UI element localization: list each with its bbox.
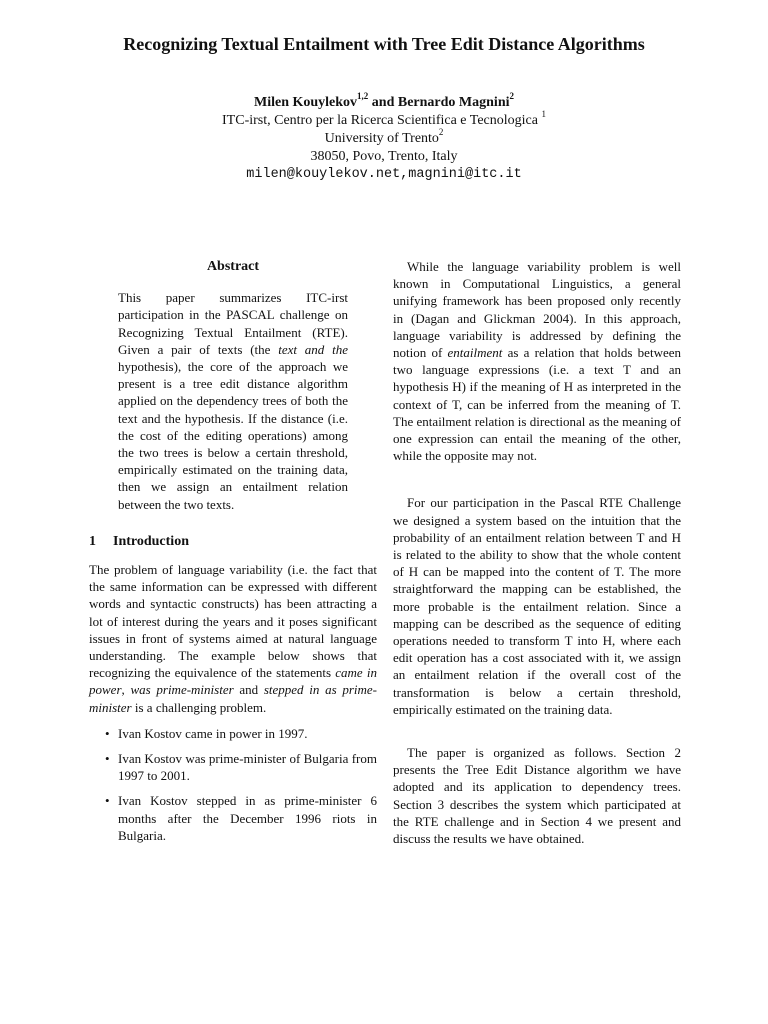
author-1-name: Milen Kouylekov xyxy=(253,95,358,110)
right-paragraph-2: For our participation in the Pascal RTE Challenge we designed a system based on the intuition that the probability of an entailment relation between T and H is related to the ability to show that the whole content of H can be mapped into the content of T. The more straightforward the mapping can be established, the more probable is the entailment relation. Since a mapping can be described as the sequence of editing operations needed to transform T into H, where each edit operation has a cost associated with it, we assign an entailment relation if the overall cost of the transformation is below a certain threshold, empirically estimated on the training data. xyxy=(393,495,681,717)
affiliation-1-mark: 1 xyxy=(541,109,546,120)
abstract-body: This paper summarizes ITC-irst participation in the PASCAL challenge on Recognizing Textual Entailment (RTE). Given a pair of texts (the text and the hypothesis), the core of the approach we present is a tree edit distance algorithm applied on the dependency trees of both the text and the hypothesis. If the distance (i.e. the cost of the editing operations) among the two trees is below a certain threshold, empirically estimated on the training data, then we assign an entailment relation between the two texts. xyxy=(118,290,348,512)
paper-title: Recognizing Textual Entailment with Tree Edit Distance Algorithms xyxy=(123,34,645,54)
entailment-emphasis: entailment xyxy=(447,345,503,361)
author-emails: milen@kouylekov.net,magnini@itc.it xyxy=(246,167,522,182)
left-column xyxy=(89,258,377,852)
intro-paragraph-1: The problem of language variability (i.e. the fact that the same information can be expressed with different words and syntactic constructs) has been attracting a lot of interest during the years and it poses significant issues in front of systems aimed at natural language understanding. The example below shows that recognizing the equivalence of the statements came in power, was prime-minister and stepped in as prime-minister is a challenging problem. xyxy=(89,562,377,715)
section-heading-introduction xyxy=(89,533,377,550)
right-paragraph-1: While the language variability problem is well known in Computational Linguistics, a general unifying framework has been proposed only recently in (Dagan and Glickman 2004). In this approach, language variability is addressed by defining the notion of entailment as a relation that holds between two language expressions (i.e. a text T and an hypothesis H) if the meaning of H as interpreted in the context of T, can be inferred from the meaning of T. The entailment relation is directional as the meaning of one expression can entail the meaning of the other, while the opposite may not. xyxy=(393,259,681,464)
author-and: and xyxy=(368,95,398,110)
abstract-emphasis: text and the xyxy=(278,341,348,357)
section-title: Introduction xyxy=(113,533,189,549)
author-2-name: Bernardo Magnini xyxy=(397,95,510,110)
author-names xyxy=(0,91,768,112)
list-item: • Ivan Kostov came in power in 1997. xyxy=(118,725,377,742)
author-2-affil-mark: 2 xyxy=(509,91,514,102)
author-block xyxy=(0,91,768,184)
affiliation-2-mark: 2 xyxy=(438,127,444,138)
author-1-affil-mark: 1,2 xyxy=(357,91,369,102)
address: 38050, Povo, Trento, Italy xyxy=(310,149,458,164)
section-number: 1 xyxy=(89,533,96,549)
list-item: • Ivan Kostov stepped in as prime-minister 6 months after the December 1996 riots in Bulgaria. xyxy=(118,792,377,844)
affiliation-2: University of Trento$^2$ xyxy=(324,127,444,146)
right-column xyxy=(393,258,681,847)
abstract-heading: Abstract xyxy=(206,259,260,274)
right-paragraph-3: The paper is organized as follows. Section 2 presents the Tree Edit Distance algorithm we have adopted and its application to dependency trees. Section 3 describes the system which participated at the RTE challenge and in Section 4 we present and discuss the results we have obtained. xyxy=(393,745,681,847)
example-list xyxy=(89,725,377,844)
list-item: • Ivan Kostov was prime-minister of Bulgaria from 1997 to 2001. xyxy=(118,750,377,784)
affiliation-1: ITC-irst, Centro per la Ricerca Scientifica e Tecnologica $^1$ xyxy=(222,109,546,128)
